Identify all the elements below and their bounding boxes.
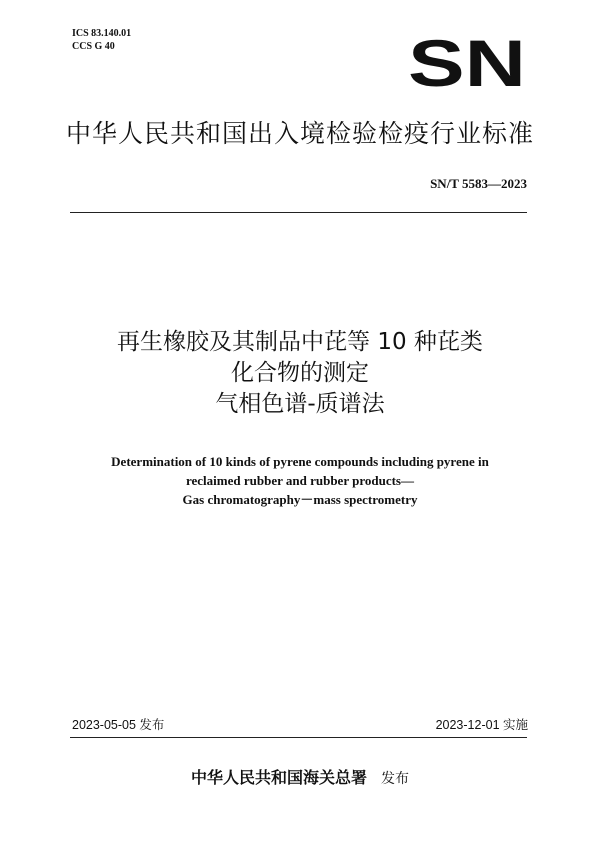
ccs-code: CCS G 40 [72,41,115,52]
issue-date: 2023-05-05 发布 [72,718,165,732]
industry-standard-title: 中华人民共和国出入境检验检疫行业标准 [65,119,534,148]
sn-logo-text: SN [408,36,526,88]
chinese-title-line-3: 气相色谱-质谱法 [215,391,385,417]
classification-codes [72,27,131,53]
sn-logo [408,36,526,88]
english-title-line-1: Determination of 10 kinds of pyrene compounds including pyrene in [111,454,489,469]
chinese-title-line-1: 再生橡胶及其制品中芘等 10 种芘类 [117,329,483,355]
issuer-name: 中华人民共和国海关总署 [190,768,367,787]
ics-code: ICS 83.140.01 [72,28,132,39]
issuer-action: 发布 [381,771,409,787]
issuing-authority [0,765,600,788]
english-title-line-3: Gas chromatography－mass spectrometry [182,492,418,507]
chinese-title [0,327,600,420]
standard-number: SN/T 5583—2023 [430,176,527,191]
top-divider [70,212,527,213]
implementation-date: 2023-12-01 实施 [435,718,528,732]
bottom-divider [70,737,527,738]
english-title [0,452,600,509]
chinese-title-line-2: 化合物的测定 [231,360,369,386]
english-title-line-2: reclaimed rubber and rubber products— [185,473,414,488]
